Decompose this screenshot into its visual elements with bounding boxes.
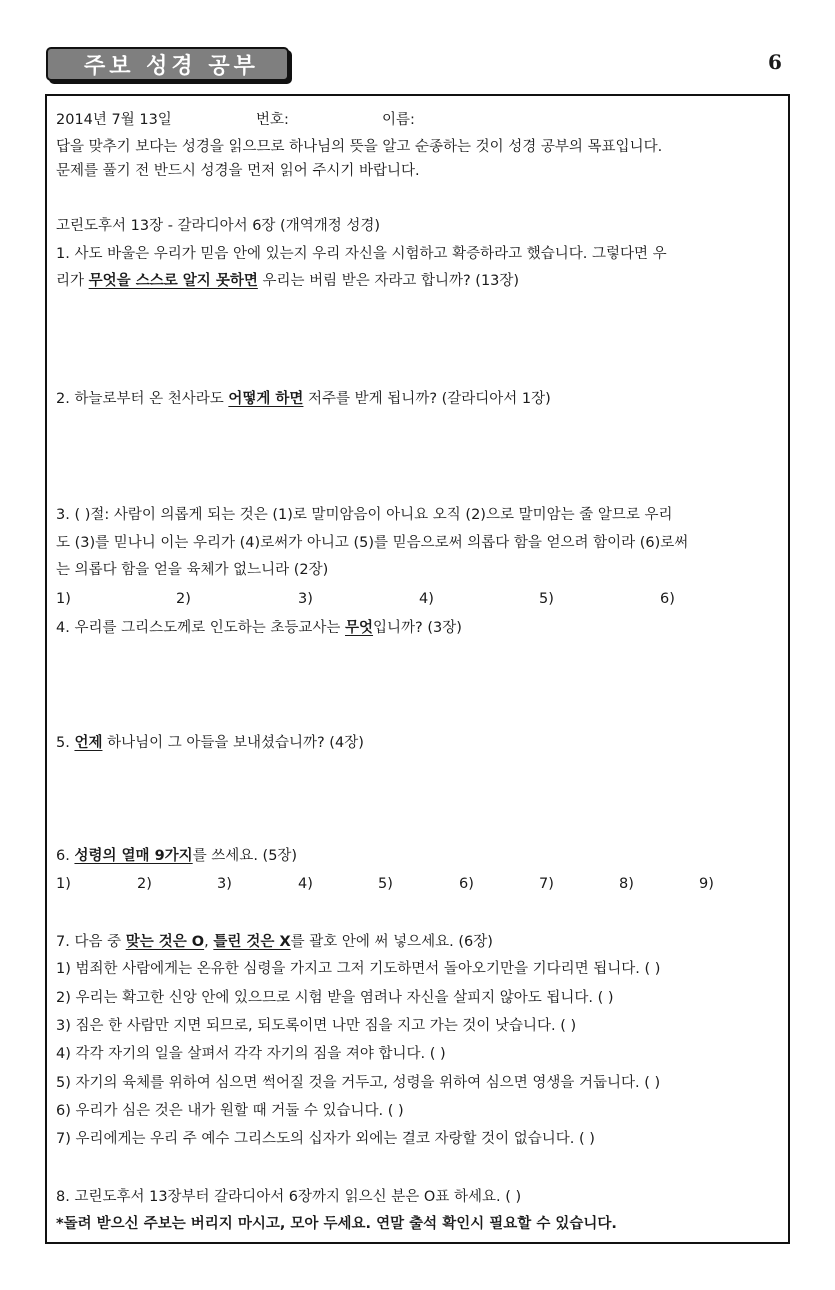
- q7-item-6: 6) 우리가 심은 것은 내가 원할 때 거둘 수 있습니다. ( ): [56, 1103, 404, 1119]
- reading-range: 고린도후서 13장 - 갈라디아서 6장 (개역개정 성경): [56, 218, 381, 234]
- q7-pre: 7. 다음 중: [56, 934, 126, 950]
- question-3-line-1: 3. ( )절: 사람이 의롭게 되는 것은 (1)로 말미암음이 아니요 오직 (2)으로 말미암는 줄 알므로 우리: [56, 507, 673, 523]
- question-3-answers: [56, 589, 756, 609]
- q3-answer-2: 2): [176, 591, 191, 607]
- q7-item-5: 5) 자기의 육체를 위하여 심으면 썩어질 것을 거두고, 성령을 위하여 심으면 영생을 거둡니다. ( ): [56, 1075, 661, 1091]
- question-6-answers: [56, 874, 756, 894]
- question-2: [56, 389, 551, 409]
- q7-emphasis-o: 맞는 것은 O: [125, 934, 205, 950]
- q6-post: 를 쓰세요. (5장): [192, 848, 298, 864]
- q6-emphasis: 성령의 열매 9가지: [74, 848, 193, 864]
- q6-answer-5: 5): [378, 876, 393, 892]
- q1-pre: 리가: [56, 273, 89, 289]
- number-label: 번호:: [256, 112, 289, 128]
- question-8: 8. 고린도후서 13장부터 갈라디아서 6장까지 읽으신 분은 O표 하세요. ( ): [56, 1189, 522, 1205]
- q5-emphasis: 언제: [74, 735, 103, 751]
- q4-emphasis: 무엇: [345, 620, 374, 636]
- q7-item-2: 2) 우리는 확고한 신앙 안에 있으므로 시험 받을 염려나 자신을 살피지 않아도 됩니다. ( ): [56, 990, 614, 1006]
- question-6: [56, 846, 297, 866]
- intro-line-2: 문제를 풀기 전 반드시 성경을 먼저 읽어 주시기 바랍니다.: [56, 163, 420, 179]
- q6-answer-2: 2): [137, 876, 152, 892]
- name-label: 이름:: [382, 112, 415, 128]
- q3-answer-5: 5): [539, 591, 554, 607]
- q5-post: 하나님이 그 아들을 보내셨습니까? (4장): [102, 735, 364, 751]
- q1-emphasis: 무엇을 스스로 알지 못하면: [88, 273, 258, 289]
- q2-emphasis: 어떻게 하면: [228, 391, 304, 407]
- question-7: [56, 932, 493, 952]
- q3-answer-4: 4): [419, 591, 434, 607]
- q2-post: 저주를 받게 됩니까? (갈라디아서 1장): [303, 391, 551, 407]
- q5-pre: 5.: [56, 735, 75, 751]
- intro-line-1: 답을 맞추기 보다는 성경을 읽으므로 하나님의 뜻을 알고 순종하는 것이 성경 공부의 목표입니다.: [56, 139, 663, 155]
- question-5: [56, 733, 364, 753]
- q3-answer-3: 3): [298, 591, 313, 607]
- q6-answer-8: 8): [619, 876, 634, 892]
- date-text: 2014년 7월 13일: [56, 112, 172, 128]
- q7-item-3: 3) 짐은 한 사람만 지면 되므로, 되도록이면 나만 짐을 지고 가는 것이 낫습니다. ( ): [56, 1018, 577, 1034]
- q7-item-7: 7) 우리에게는 우리 주 예수 그리스도의 십자가 외에는 결코 자랑할 것이 없습니다. ( ): [56, 1131, 595, 1147]
- q1-post: 우리는 버림 받은 자라고 합니까? (13장): [257, 273, 520, 289]
- q4-pre: 4. 우리를 그리스도께로 인도하는 초등교사는: [56, 620, 346, 636]
- q2-pre: 2. 하늘로부터 온 천사라도: [56, 391, 229, 407]
- q4-post: 입니까? (3장): [373, 620, 462, 636]
- meta-line: [56, 110, 415, 130]
- q6-answer-3: 3): [217, 876, 232, 892]
- q3-answer-6: 6): [660, 591, 675, 607]
- question-3-line-3: 는 의롭다 함을 얻을 육체가 없느니라 (2장): [56, 562, 329, 578]
- q6-answer-7: 7): [539, 876, 554, 892]
- q7-emphasis-x: 틀린 것은 X: [213, 934, 291, 950]
- q6-pre: 6.: [56, 848, 75, 864]
- page-title-box: [46, 47, 289, 81]
- question-1-line-1: 1. 사도 바울은 우리가 믿음 안에 있는지 우리 자신을 시험하고 확증하라고 했습니다. 그렇다면 우: [56, 246, 667, 262]
- q6-answer-1: 1): [56, 876, 71, 892]
- content-frame: [45, 94, 790, 1244]
- page-number: 6: [768, 50, 782, 74]
- q3-answer-1: 1): [56, 591, 71, 607]
- q7-mid: ,: [204, 934, 214, 950]
- question-3-line-2: 도 (3)를 믿나니 이는 우리가 (4)로써가 아니고 (5)를 믿음으로써 의롭다 함을 얻으려 함이라 (6)로써: [56, 535, 689, 551]
- q6-answer-4: 4): [298, 876, 313, 892]
- q7-item-4: 4) 각각 자기의 일을 살펴서 각각 자기의 짐을 져야 합니다. ( ): [56, 1046, 446, 1062]
- question-1-line-2: [56, 271, 519, 291]
- page-title: 주보 성경 공부: [84, 53, 259, 79]
- question-4: [56, 618, 462, 638]
- q7-item-1: 1) 범죄한 사람에게는 온유한 심령을 가지고 그저 기도하면서 돌아오기만을 기다리면 됩니다. ( ): [56, 961, 661, 977]
- q6-answer-9: 9): [699, 876, 714, 892]
- q7-post: 를 괄호 안에 써 넣으세요. (6장): [290, 934, 493, 950]
- q6-answer-6: 6): [459, 876, 474, 892]
- notice-text: *돌려 받으신 주보는 버리지 마시고, 모아 두세요. 연말 출석 확인시 필요할 수 있습니다.: [56, 1216, 617, 1232]
